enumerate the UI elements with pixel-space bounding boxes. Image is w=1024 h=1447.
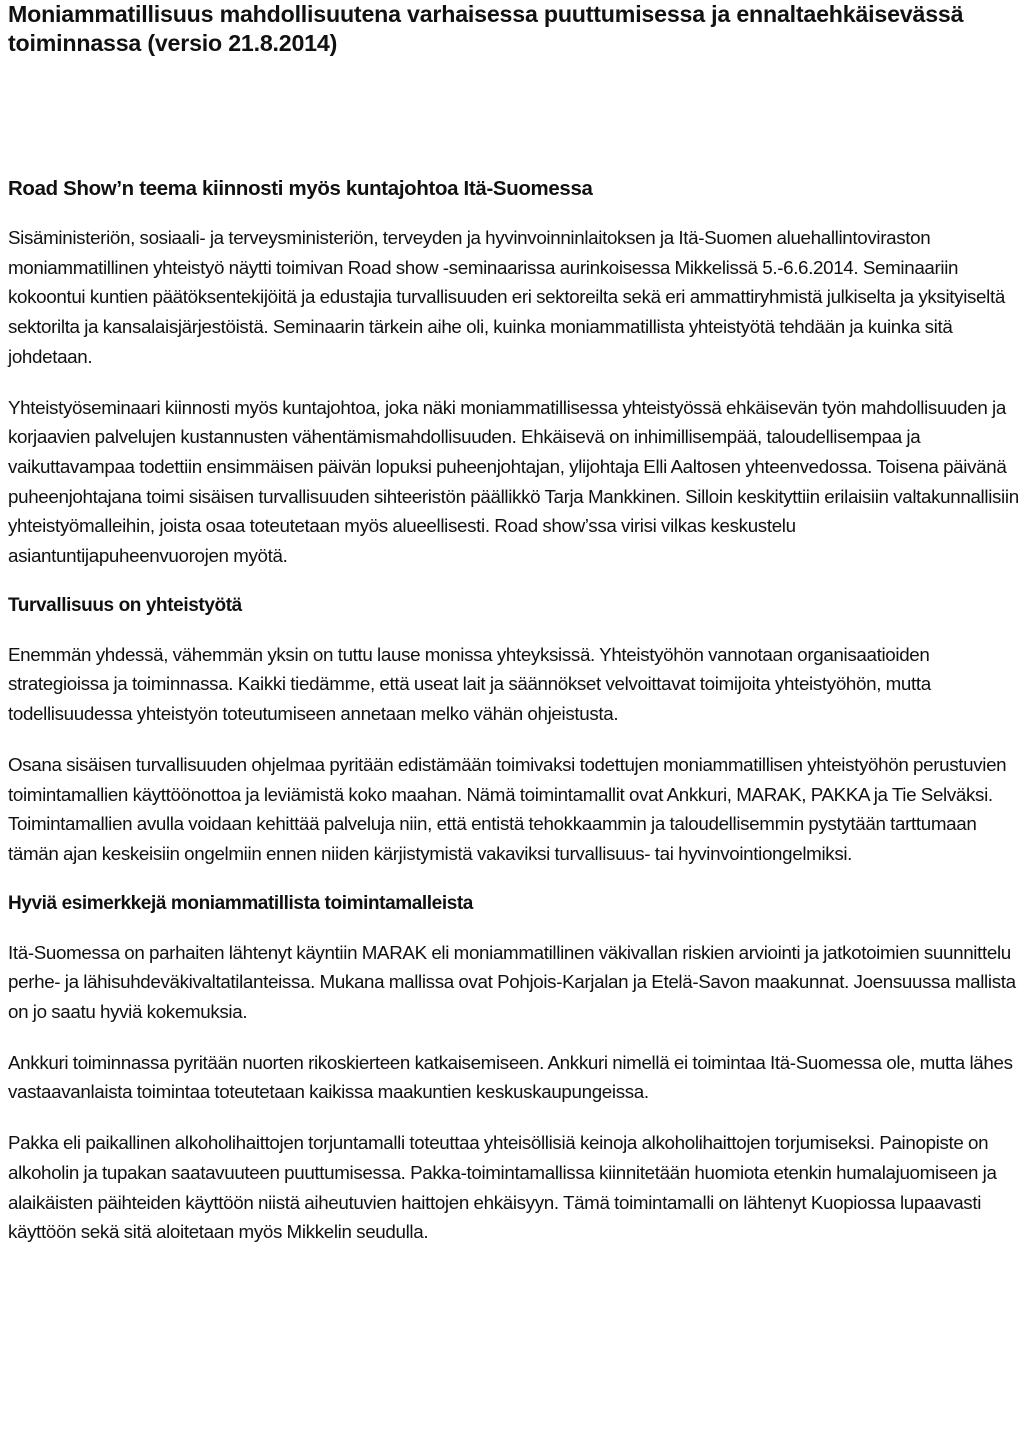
section-2-paragraph-1: Enemmän yhdessä, vähemmän yksin on tuttu lause monissa yhteyksissä. Yhteistyöhön vannotaan organisaatioiden strategioissa ja toiminnassa. Kaikki tiedämme, että useat lait ja säännökset velvoittavat toimijoita yhteistyöhön, mutta todellisuudessa yhteistyön toteutumiseen annetaan melko vähän ohjeistusta. xyxy=(8,643,931,725)
intro-paragraph-1: Sisäministeriön, sosiaali- ja terveysministeriön, terveyden ja hyvinvoinninlaitoksen ja Itä-Suomen aluehallintoviraston moniammatillinen yhteistyö näytti toimivan Road show -seminaarissa aurinkoisessa Mikkelissä 5.-6.6.2014. Seminaariin kokoontui kuntien päätöksentekijöitä ja edustajia turvallisuuden eri sektoreilta sekä eri ammattiryhmistä julkiselta ja yksityiseltä sektorilta ja kansalaisjärjestöistä. Seminaarin tärkein aihe oli, kuinka moniammatillista yhteistyötä tehdään ja kuinka sitä johdetaan. xyxy=(8,227,1005,367)
spacer xyxy=(8,571,1020,591)
spacer xyxy=(8,372,1020,393)
document-page xyxy=(8,0,1020,1247)
section-3-paragraph-2: Ankkuri toiminnassa pyritään nuorten rikoskierteen katkaisemiseen. Ankkuri nimellä ei toimintaa Itä-Suomessa ole, mutta lähes vastaavanlaista toimintaa toteutetaan kaikissa maakuntien keskuskaupungeissa. xyxy=(8,1051,1013,1103)
section-heading-esimerkkeja: Hyviä esimerkkejä moniammatillista toimintamalleista xyxy=(8,892,473,914)
section-3-paragraph-3: Pakka eli paikallinen alkoholihaittojen torjuntamalli toteuttaa yhteisöllisiä keinoja alkoholihaittojen torjumiseksi. Painopiste on alkoholin ja tupakan saatavuuteen puuttumisessa. Pakka-toimintamallissa kiinnitetään huomiota etenkin humalajuomiseen ja alaikäisten päihteiden käyttöön niistä aiheutuvien haittojen ehkäisyyn. Tämä toimintamalli on lähtenyt Kuopiossa lupaavasti käyttöön sekä sitä aloitetaan myös Mikkelin seudulla. xyxy=(8,1132,997,1243)
section-2-paragraph-2: Osana sisäisen turvallisuuden ohjelmaa pyritään edistämään toimivaksi todettujen moniammatillisen yhteistyöhön perustuvien toimintamallien käyttöönottoa ja leviämistä koko maahan. Nämä toimintamallit ovat Ankkuri, MARAK, PAKKA ja Tie Selväksi. Toimintamallien avulla voidaan kehittää palveluja niin, että entistä tehokkaammin ja taloudellisemmin pystytään tarttumaan tämän ajan keskeisiin ongelmiin ennen niiden kärjistymistä vakaviksi turvallisuus- tai hyvinvointiongelmiksi. xyxy=(8,753,1007,864)
spacer xyxy=(8,1107,1020,1128)
lede-heading: Road Show’n teema kiinnosti myös kuntajohtoa Itä-Suomessa xyxy=(8,178,593,200)
document-title: Moniammatillisuus mahdollisuutena varhaisessa puuttumisessa ja ennaltaehkäisevässä toiminnassa (versio 21.8.2014) xyxy=(8,1,964,56)
spacer xyxy=(8,58,1020,175)
section-heading-turvallisuus: Turvallisuus on yhteistyötä xyxy=(8,594,242,616)
spacer xyxy=(8,204,1020,223)
section-3-paragraph-1: Itä-Suomessa on parhaiten lähtenyt käyntiin MARAK eli moniammatillinen väkivallan riskien arviointi ja jatkotoimien suunnittelu perhe- ja lähisuhdeväkivaltatilanteissa. Mukana mallissa ovat Pohjois-Karjalan ja Etelä-Savon maakunnat. Joensuussa mallista on jo saatu hyviä kokemuksia. xyxy=(8,941,1016,1023)
intro-paragraph-2: Yhteistyöseminaari kiinnosti myös kuntajohtoa, joka näki moniammatillisessa yhteistyössä ehkäisevän työn mahdollisuuden ja korjaavien palvelujen kustannusten vähentämismahdollisuuden. Ehkäisevä on inhimillisempää, taloudellisempaa ja vaikuttavampaa todettiin ensimmäisen päivän lopuksi puheenjohtajan, ylijohtaja Elli Aaltosen yhteenvedossa. Toisena päivänä puheenjohtajana toimi sisäisen turvallisuuden sihteeristön päällikkö Tarja Mankkinen. Silloin keskityttiin erilaisiin valtakunnallisiin yhteistyömalleihin, joista osaa toteutetaan myös alueellisesti. Road show’ssa virisi vilkas keskustelu asiantuntijapuheenvuorojen myötä. xyxy=(8,396,1019,567)
spacer xyxy=(8,918,1020,938)
spacer xyxy=(8,869,1020,889)
spacer xyxy=(8,1027,1020,1048)
spacer xyxy=(8,729,1020,750)
spacer xyxy=(8,620,1020,640)
